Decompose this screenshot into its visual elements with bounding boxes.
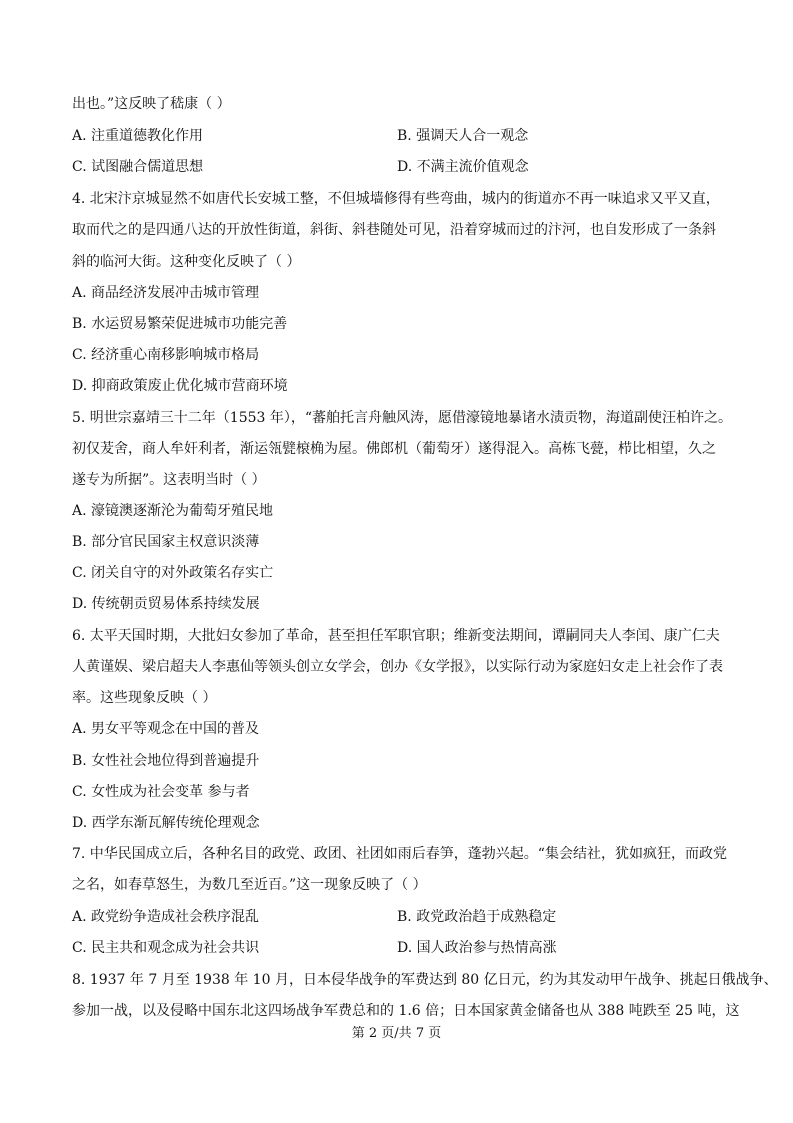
- q8-stem-line-1: 8. 1937 年 7 月至 1938 年 10 月，日本侵华战争的军费达到 80 亿日元，约为其发动甲午战争、挑起日俄战争、: [72, 972, 778, 988]
- q4-stem-line-3: 斜的临河大街。这种变化反映了（ ）: [72, 254, 301, 270]
- q5-stem-line-3: 遂专为所据”。这表明当时（ ）: [72, 472, 266, 488]
- q4-option-c: C. 经济重心南移影响城市格局: [72, 347, 260, 363]
- q4-stem-line-2: 取而代之的是四通八达的开放性街道，斜街、斜巷随处可见，沿着穿城而过的汴河，也自发形成了一条斜: [72, 222, 716, 238]
- q7-stem-line-1: 7. 中华民国成立后，各种名目的政党、政团、社团如雨后春笋，蓬勃兴起。“集会结社，犹如疯狂，而政党: [72, 846, 727, 862]
- q5-option-c: C. 闭关自守的对外政策名存实亡: [72, 565, 274, 581]
- q4-option-b: B. 水运贸易繁荣促进城市功能完善: [72, 316, 288, 332]
- q7-option-a: A. 政党纷争造成社会秩序混乱: [72, 909, 260, 925]
- q5-option-b: B. 部分官民国家主权意识淡薄: [72, 534, 260, 550]
- q7-option-c: C. 民主共和观念成为社会共识: [72, 940, 260, 956]
- q4-option-a: A. 商品经济发展冲击城市管理: [72, 285, 260, 301]
- q4-option-d: D. 抑商政策废止优化城市营商环境: [72, 378, 288, 394]
- q6-option-b: B. 女性社会地位得到普遍提升: [72, 753, 260, 769]
- q5-option-a: A. 濠镜澳逐渐沦为葡萄牙殖民地: [72, 503, 274, 519]
- q8-stem-line-2: 参加一战，以及侵略中国东北这四场战争军费总和的 1.6 倍；日本国家黄金储备也从 388 吨跌至 25 吨，这: [72, 1003, 740, 1019]
- q3-option-b: B. 强调天人合一观念: [397, 128, 529, 144]
- q7-option-d: D. 国人政治参与热情高涨: [397, 940, 557, 956]
- q6-stem-line-1: 6. 太平天国时期，大批妇女参加了革命，甚至担任军职官职；维新变法期间，谭嗣同夫人李闰、康广仁夫: [72, 628, 720, 644]
- q5-option-d: D. 传统朝贡贸易体系持续发展: [72, 596, 260, 612]
- q6-stem-line-2: 人黄谨娱、梁启超夫人李惠仙等领头创立女学会，创办《女学报》，以实际行动为家庭妇女走上社会作了表: [72, 659, 723, 675]
- q6-stem-line-3: 率。这些现象反映（ ）: [72, 690, 217, 706]
- q5-stem-line-1: 5. 明世宗嘉靖三十二年（1553 年），“蕃舶托言舟触风涛，愿借濠镜地暴诸水渍贡物，海道副使汪柏许之。: [72, 410, 733, 426]
- q3-option-d: D. 不满主流价值观念: [397, 159, 529, 175]
- q3-option-c: C. 试图融合儒道思想: [72, 159, 204, 175]
- q3-option-a: A. 注重道德教化作用: [72, 128, 204, 144]
- page-number-footer: 第 2 页/共 7 页: [351, 1026, 442, 1041]
- q6-option-c: C. 女性成为社会变革 参与者: [72, 784, 250, 800]
- q6-option-d: D. 西学东渐瓦解传统伦理观念: [72, 815, 260, 831]
- q7-option-b: B. 政党政治趋于成熟稳定: [397, 909, 557, 925]
- q4-stem-line-1: 4. 北宋汴京城显然不如唐代长安城工整，不但城墙修得有些弯曲，城内的街道亦不再一味追求又平又直，: [72, 191, 720, 207]
- q3-stem-line-1: 出也。”这反映了嵇康（ ）: [72, 96, 231, 112]
- q7-stem-line-2: 之名，如春草怒生，为数几至近百。”这一现象反映了（ ）: [72, 877, 427, 893]
- q6-option-a: A. 男女平等观念在中国的普及: [72, 721, 260, 737]
- q5-stem-line-2: 初仅茇舍，商人牟奸利者，渐运瓴甓榱桷为屋。佛郎机（葡萄牙）遂得混入。高栋飞甍，栉比相望，久之: [72, 441, 716, 457]
